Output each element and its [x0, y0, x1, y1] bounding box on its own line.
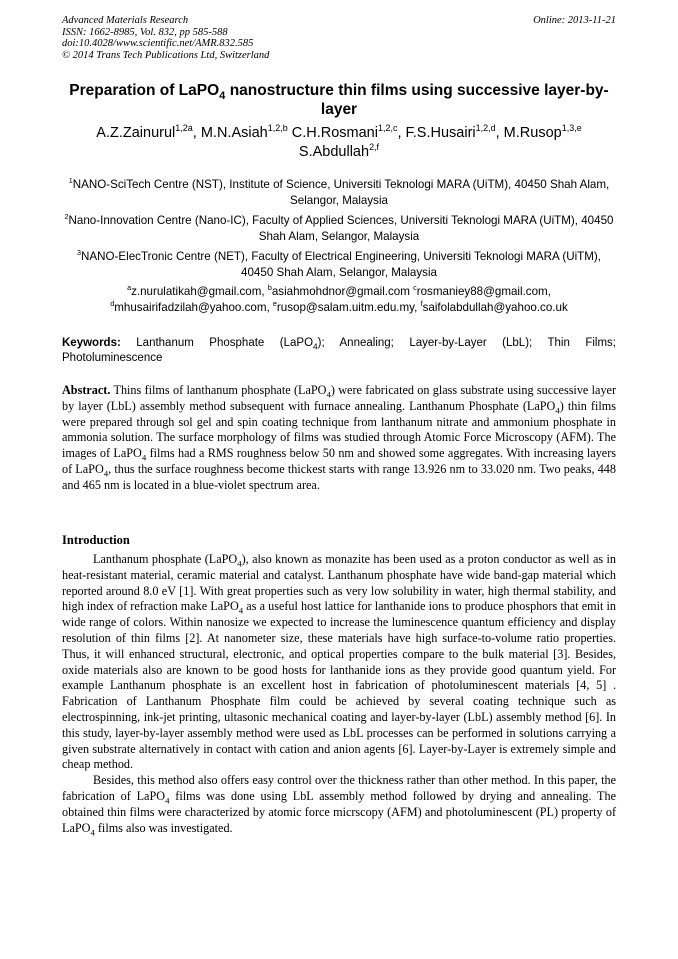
affiliation: $^1$NANO-SciTech Centre (NST), Institute of Science, Universiti Teknologi MARA (UiTM), 40450 Shah Alam, Selangor, Malaysia — [68, 176, 610, 207]
journal-name: Advanced Materials Research — [62, 15, 189, 26]
author: A.Z.Zainurul$^{1,2a}$, — [96, 123, 201, 141]
email-link[interactable]: mhusairifadzilah@yahoo.com, — [114, 300, 273, 314]
email-link[interactable]: rosmaniey88@gmail.com, — [416, 285, 551, 298]
online-date: Online: 2013-11-21 — [533, 15, 616, 26]
author-list — [62, 124, 616, 162]
affiliation: $^2$Nano-Innovation Centre (Nano-IC), Faculty of Applied Sciences, Universiti Teknologi MARA (UiTM), 40450 Shah Alam, Selangor, Malaysia — [64, 212, 614, 243]
journal-header — [62, 15, 616, 61]
email-link[interactable]: z.nurulatikah@gmail.com, — [131, 285, 268, 298]
introduction-body — [62, 552, 616, 836]
affiliation: $^3$NANO-ElecTronic Centre (NET), Faculty of Electrical Engineering, Universiti Teknologi MARA (UiTM), 40450 Shah Alam, Selangor, Malaysia — [77, 248, 601, 279]
doi: doi:10.4028/www.scientific.net/AMR.832.585 — [62, 38, 254, 49]
section-heading-introduction: Introduction — [62, 533, 130, 547]
keywords: Keywords: Lanthanum Phosphate (LaPO$_4$); Annealing; Layer-by-Layer (LbL); Thin Films; Photoluminescence — [62, 337, 617, 364]
author: M.Rusop$^{1,3,e}$ — [503, 123, 582, 141]
email-link[interactable]: rusop@salam.uitm.edu.my, — [276, 300, 421, 314]
author: F.S.Husairi$^{1,2,d}$, — [405, 123, 504, 141]
author: M.N.Asiah$^{1,2,b}$ — [200, 123, 288, 141]
paper-title: Preparation of LaPO$_4$ nanostructure thin films using successive layer-by-layer — [69, 82, 609, 118]
author: S.Abdullah$^{2,f}$ — [298, 142, 380, 160]
email-link[interactable]: saifolabdullah@yahoo.co.uk — [422, 300, 568, 314]
issn: ISSN: 1662-8985, Vol. 832, pp 585-588 — [62, 26, 228, 38]
paragraph: Besides, this method also offers easy control over the thickness rather than other method. In this paper, the fabrication of LaPO$_4$ films was done using LbL assembly method followed by drying and annealing. The obtained thin films were characterized by atomic force micrscopy (AFM) and photoluminescent (PL) property of LaPO$_4$ films also was investigated. — [62, 773, 616, 837]
email-link[interactable]: asiahmohdnor@gmail.com — [271, 285, 414, 298]
abstract: Abstract. Thins films of lanthanum phosphate (LaPO$_4$) were fabricated on glass substrate using successive layer by layer (LbL) assembly method subsequent with furnace annealing. Lanthanum Phosphate (LaPO$_4$) thin films were prepared through sol gel and spin coating technique from lanthanum nitrate and ammonium phosphate in ammonia solution. The surface morphology of films was studied through Atomic Force Microscopy (AFM). The images of LaPO$_4$ films had a RMS roughness below 50 nm and showed some aggregates. With increasing layers of LaPO$_4$, thus the surface roughness become thickest starts with range 13.926 nm to 33.020 nm. Two peaks, 448 and 465 nm is located in a blue-violet spectrum area. — [62, 383, 617, 492]
author: C.H.Rosmani$^{1,2,c}$, — [291, 123, 406, 141]
abstract-label: Abstract. — [62, 383, 111, 397]
paragraph: Lanthanum phosphate (LaPO$_4$), also known as monazite has been used as a proton conductor as well as in heat-resistant material, ceramic material and catalyst. Lanthanum phosphate have wide band-gap material which reported around 8.0 eV [1]. With great properties such as very low solubility in water, high thermal stability, and high index of refraction make LaPO$_4$ as a useful host lattice for lanthanide ions to produce phosphors that emit in wide range of colors. Within nanosize we expected to increase the luminescence quantum efficiency and display resolution of thin films [2]. At nanometer size, these materials have high surface-to-volume ratio properties. Thus, it will enhanced structural, electronic, and optical properties compare to the bulk material [3]. Besides, oxide materials also are known to be good hosts for lanthanide ions as they provide good quantum yield. For example Lanthanum phosphate is an excellent host in fabrication of photoluminescent materials [4, 5] . Fabrication of Lanthanum Phosphate film could be achieved by several coating technique such as electrospinning, ink-jet printing, ultasonic mechanical coating and layer-by-layer (LbL) assembly method [6]. In this study, layer-by-layer assembly method were used as LbL processes can be performed in solutions carrying a given substrate alternatively in contact with cation and anion agents [6]. Layer-by-Layer is extremely simple and cheap method. — [62, 552, 617, 772]
keywords-label: Keywords: — [62, 337, 121, 349]
copyright: © 2014 Trans Tech Publications Ltd, Switzerland — [62, 49, 270, 61]
email-list: $^a$z.nurulatikah@gmail.com, $^b$asiahmohdnor@gmail.com $^c$rosmaniey88@gmail.com, $^d$mhusairifadzilah@yahoo.com, $^e$rusop@salam.uitm.edu.my, $^f$saifolabdullah@yahoo.co.uk — [110, 283, 568, 314]
